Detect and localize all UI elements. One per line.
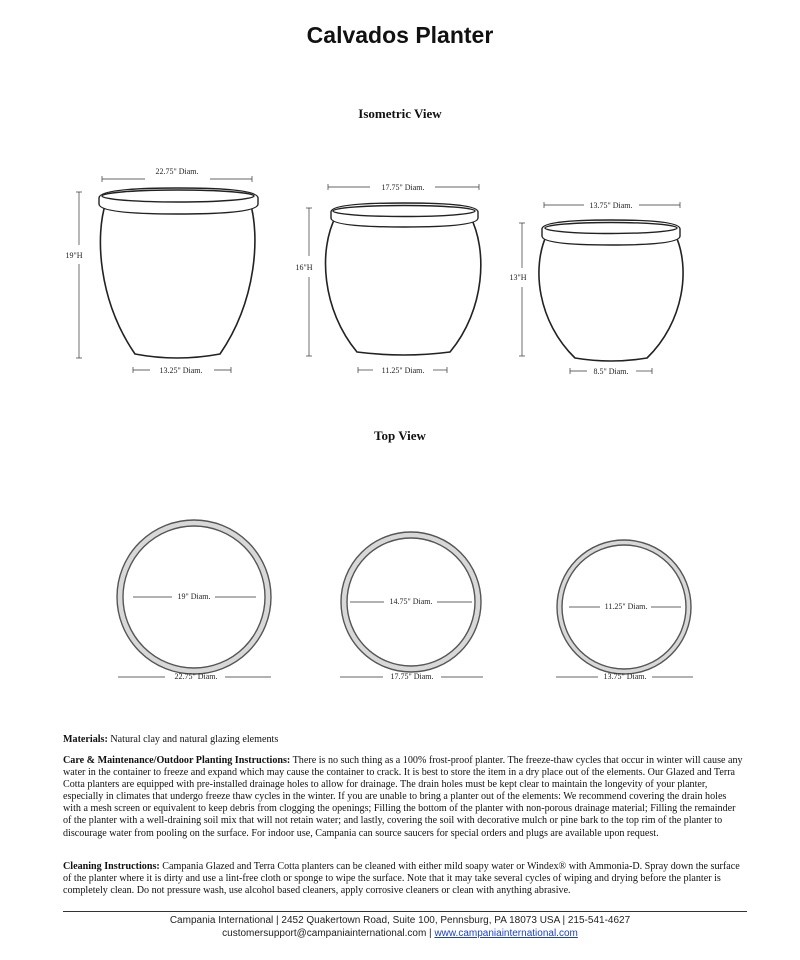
cleaning-label: Cleaning Instructions:	[63, 861, 160, 872]
footer-contact	[0, 928, 800, 939]
large-top-diameter-label: 22.75" Diam.	[155, 167, 199, 176]
isometric-planter-medium	[295, 183, 480, 375]
materials-paragraph	[63, 734, 745, 746]
cleaning-text: Campania Glazed and Terra Cotta planters can be cleaned with either mild soapy water or Windex® with Ammonia-D. Spray down the surface of the planter where it is dirty and use a lint-free cloth or sponge to wipe the surface. Note that it may take several cycles of wiping and drying before the planter is completely clean. Do not pressure wash, use alcohol based cleaners, apply corrosive cleaners or clean with anything abrasive.	[63, 861, 740, 897]
small-bottom-diameter-label: 8.5" Diam.	[593, 367, 629, 376]
large-bottom-diameter-label: 13.25" Diam.	[159, 366, 203, 375]
care-text: There is no such thing as a 100% frost-proof planter. The freeze-thaw cycles that occur in winter will cause any water in the container to freeze and expand which may cause the container to crack. It is best to store the item in a dry place out of the elements. Our Glazed and Terra Cotta planters are equipped with pre-installed drainage holes to allow for drainage. The drain holes must be kept clear to maintain the longevity of your planter, especially in climates that undergo freeze thaw cycles in the winter. If you are unable to bring a planter out of the elements: We recommend covering the drain holes with a mesh screen or equivalent to keep debris from clogging the openings; Filling the bottom of the planter with non-porous drainage material; Filling the remainder of the planter with a well-draining soil mix that will not retain water; and lastly, covering the soil with decorative mulch or pine bark to the top rim of the planter to discourage water from pooling on the surface. For indoor use, Campania can source saucers for special orders and plugs are available upon request.	[63, 755, 743, 839]
small-inner-diameter-label: 11.25" Diam.	[604, 602, 648, 611]
medium-inner-diameter-label: 14.75" Diam.	[389, 597, 433, 606]
large-outer-diameter-label: 22.75" Diam.	[174, 672, 218, 681]
small-height-label: 13"H	[509, 273, 527, 282]
top-view-ring-large	[117, 520, 271, 681]
medium-outer-diameter-label: 17.75" Diam.	[390, 672, 434, 681]
top-view-ring-medium	[340, 532, 483, 681]
page-title: Calvados Planter	[306, 22, 494, 48]
medium-bottom-diameter-label: 11.25" Diam.	[381, 366, 425, 375]
isometric-planter-small	[509, 201, 683, 376]
medium-height-label: 16"H	[295, 263, 313, 272]
footer-website-link[interactable]: www.campaniainternational.com	[434, 928, 578, 939]
small-top-diameter-label: 13.75" Diam.	[589, 201, 633, 210]
footer-separator: |	[426, 928, 435, 939]
isometric-planter-large	[65, 167, 258, 375]
materials-label: Materials:	[63, 734, 108, 745]
medium-top-diameter-label: 17.75" Diam.	[381, 183, 425, 192]
large-height-label: 19"H	[65, 251, 83, 260]
care-paragraph	[63, 755, 745, 840]
large-inner-diameter-label: 19" Diam.	[177, 592, 211, 601]
top-view-ring-small	[556, 540, 693, 681]
isometric-view-heading: Isometric View	[358, 106, 442, 121]
small-outer-diameter-label: 13.75" Diam.	[603, 672, 647, 681]
top-view-heading: Top View	[374, 428, 426, 443]
materials-text: Natural clay and natural glazing elements	[107, 734, 279, 745]
cleaning-paragraph	[63, 861, 745, 897]
care-label: Care & Maintenance/Outdoor Planting Instructions:	[63, 755, 291, 766]
footer-divider	[63, 911, 747, 912]
footer-address: Campania International | 2452 Quakertown Road, Suite 100, Pennsburg, PA 18073 USA | 215-541-4627	[169, 915, 631, 926]
footer-email: customersupport@campaniainternational.com	[222, 928, 427, 939]
